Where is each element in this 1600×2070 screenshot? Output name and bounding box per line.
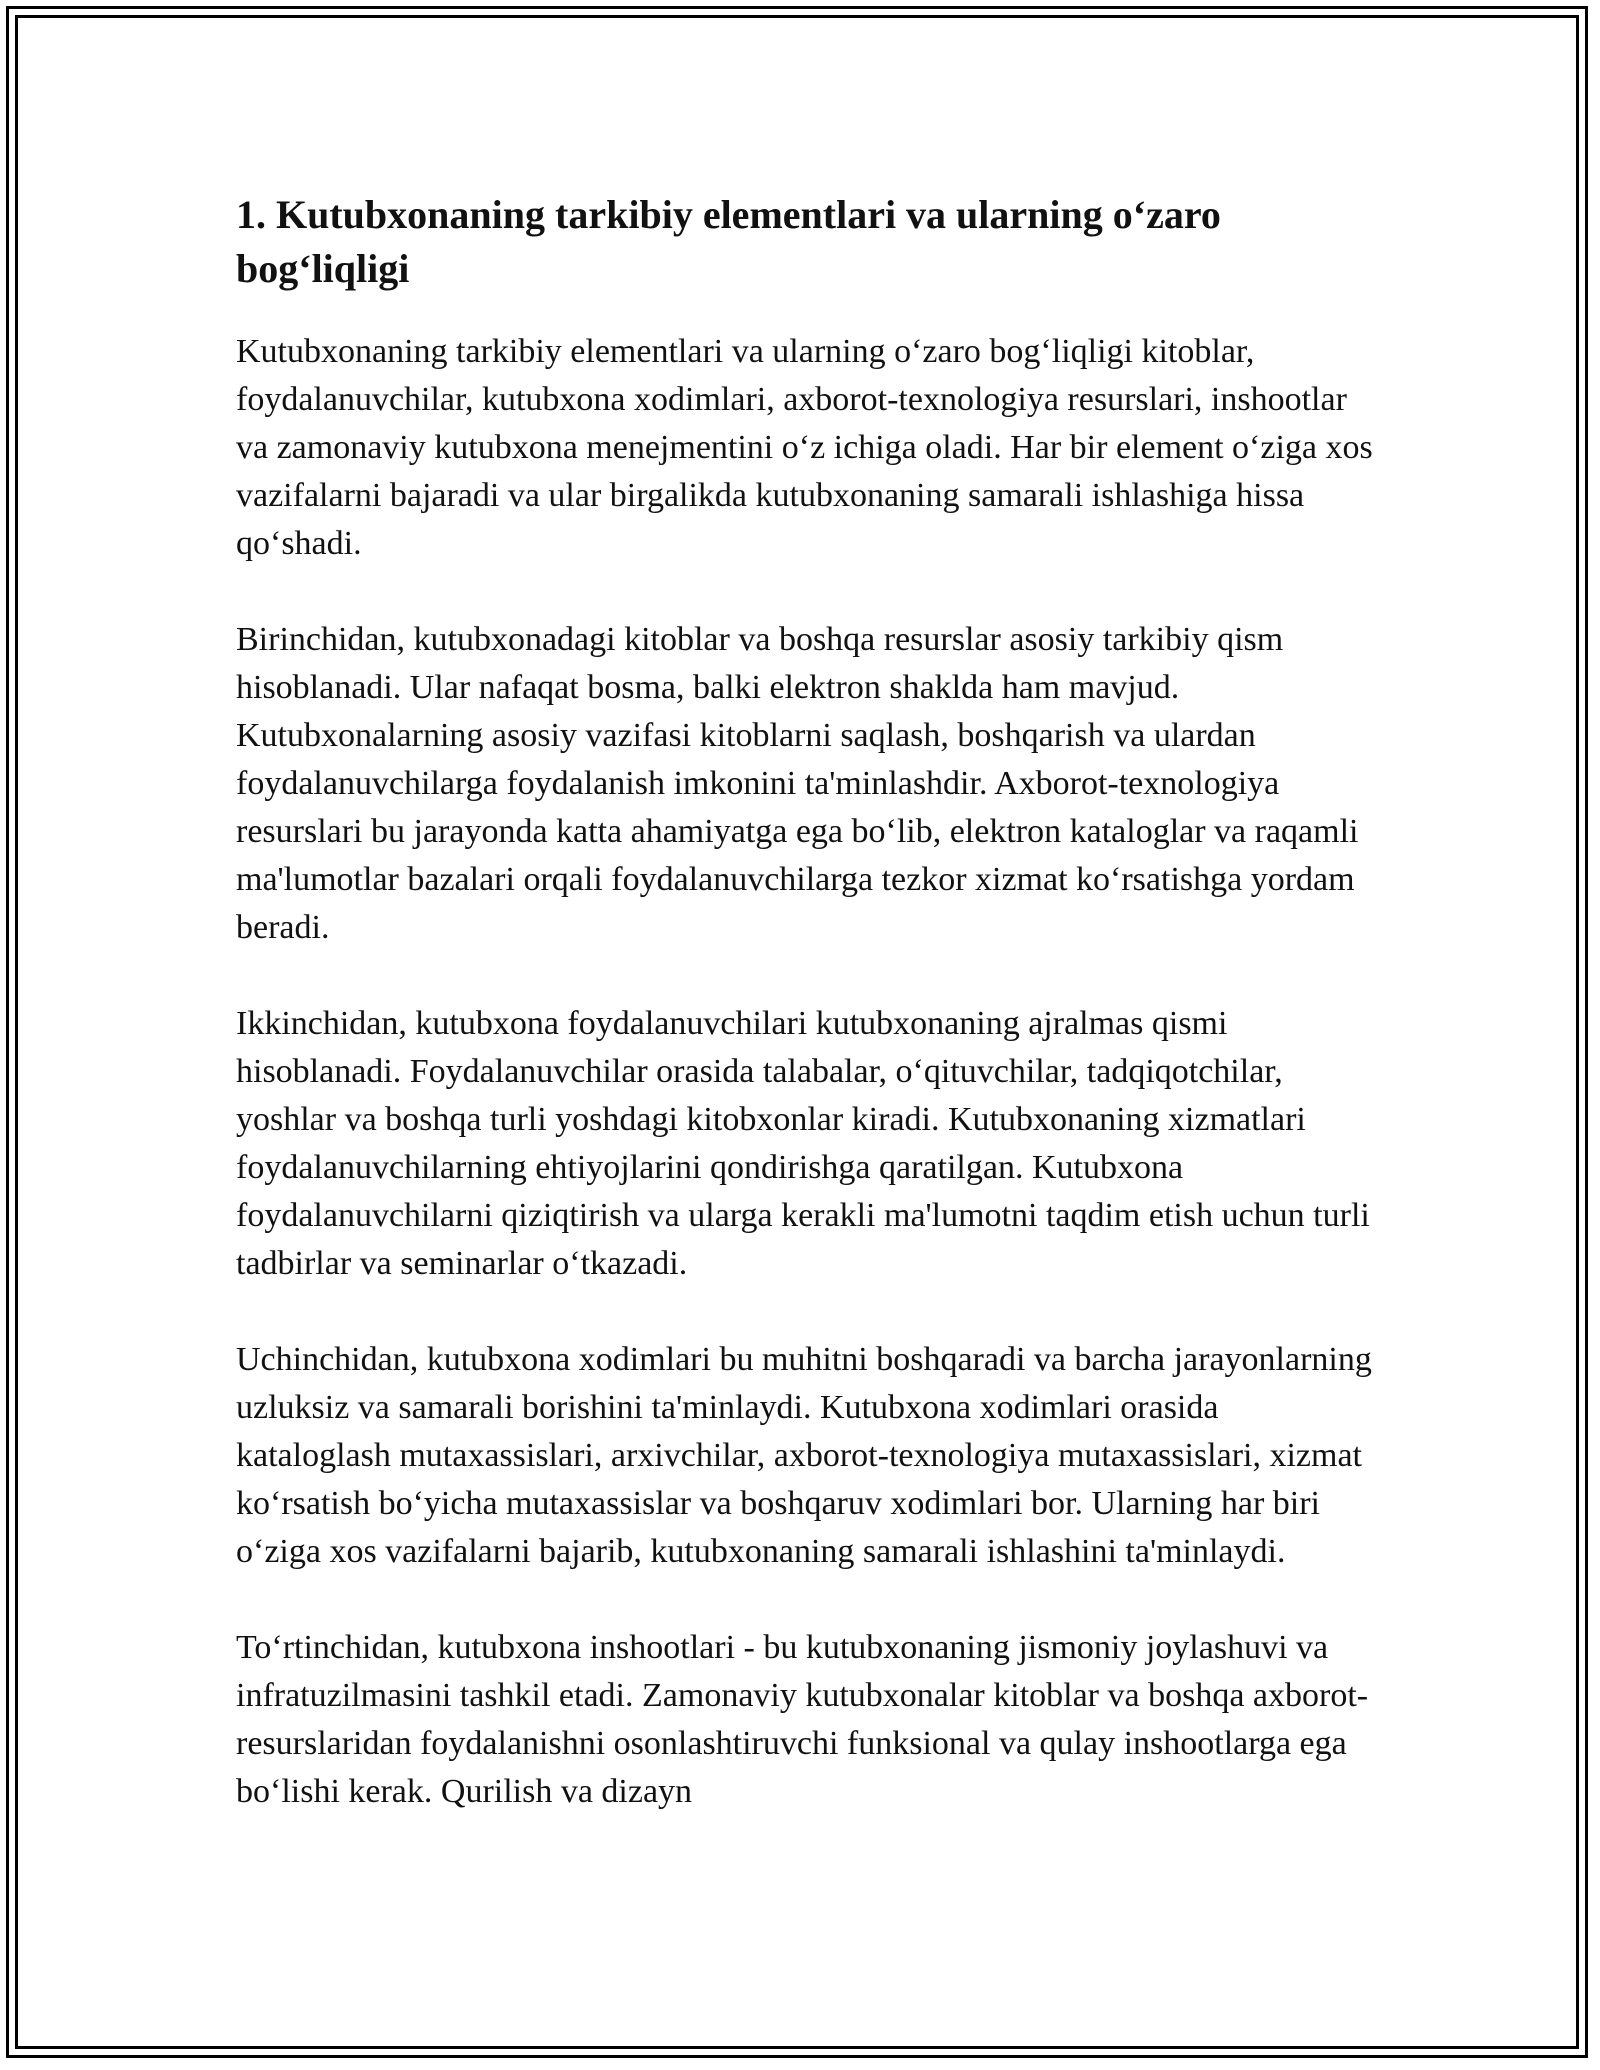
paragraph-2: Birinchidan, kutubxonadagi kitoblar va boshqa resurslar asosiy tarkibiy qism hisoblanadi. Ular nafaqat bosma, balki elektron shaklda ham mavjud. Kutubxonalarning asosiy vazifasi kitoblarni saqlash, boshqarish va ulardan foydalanuvchilarga foydalanish imkonini ta'minlashdir. Axborot-texnologiya resurslari bu jarayonda katta ahamiyatga ega bo‘lib, elektron kataloglar va raqamli ma'lumotlar bazalari orqali foydalanuvchilarga tezkor xizmat ko‘rsatishga yordam beradi. (236, 621, 1359, 946)
paragraph-4: Uchinchidan, kutubxona xodimlari bu muhitni boshqaradi va barcha jarayonlarning uzluksiz va samarali borishini ta'minlaydi. Kutubxona xodimlari orasida kataloglash mutaxassislari, arxivchilar, axborot-texnologiya mutaxassislari, xizmat ko‘rsatish bo‘yicha mutaxassislar va boshqaruv xodimlari bor. Ularning har biri o‘ziga xos vazifalarni bajarib, kutubxonaning samarali ishlashini ta'minlaydi. (236, 1341, 1372, 1570)
paragraph-5: To‘rtinchidan, kutubxona inshootlari - bu kutubxonaning jismoniy joylashuvi va infratuzilmasini tashkil etadi. Zamonaviy kutubxonalar kitoblar va boshqa axborot-resurslaridan foydalanishni osonlashtiruvchi funksional va qulay inshootlarga ega bo‘lishi kerak. Qurilish va dizayn (236, 1629, 1369, 1810)
paragraph-3: Ikkinchidan, kutubxona foydalanuvchilari kutubxonaning ajralmas qismi hisoblanadi. Foydalanuvchilar orasida talabalar, o‘qituvchilar, tadqiqotchilar, yoshlar va boshqa turli yoshdagi kitobxonlar kiradi. Kutubxonaning xizmatlari foydalanuvchilarning ehtiyojlarini qondirishga qaratilgan. Kutubxona foydalanuvchilarni qiziqtirish va ularga kerakli ma'lumotni taqdim etish uchun turli tadbirlar va seminarlar o‘tkazadi. (236, 1005, 1370, 1282)
paragraph-1: Kutubxonaning tarkibiy elementlari va ularning o‘zaro bog‘liqligi kitoblar, foydalanuvchilar, kutubxona xodimlari, axborot-texnologiya resurslari, inshootlar va zamonaviy kutubxona menejmentini o‘z ichiga oladi. Har bir element o‘ziga xos vazifalarni bajaradi va ular birgalikda kutubxonaning samarali ishlashiga hissa qo‘shadi. (236, 333, 1373, 562)
document-body (236, 188, 1376, 1864)
section-heading: 1. Kutubxonaning tarkibiy elementlari va ularning o‘zaro bog‘liqligi (236, 192, 1221, 291)
